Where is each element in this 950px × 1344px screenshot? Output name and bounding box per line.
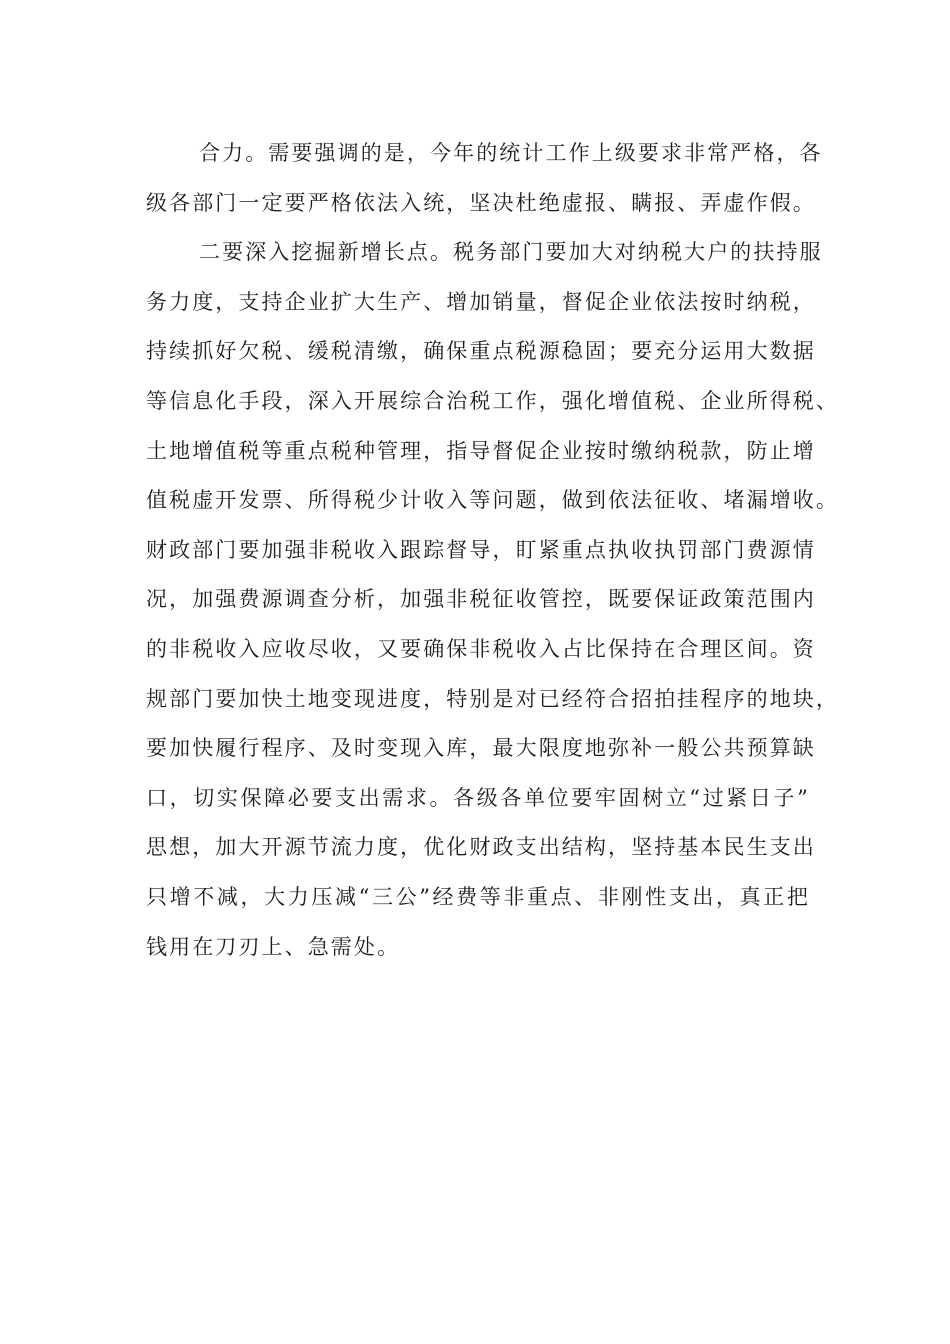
paragraph-2-line-10: 规部门要加快土地变现进度，特别是对已经符合招拍挂程序的地块， xyxy=(146,686,839,711)
paragraph-2-line-11: 要加快履行程序、及时变现入库，最大限度地弥补一般公共预算缺 xyxy=(146,736,816,761)
paragraph-2-line-4: 等信息化手段，深入开展综合治税工作，强化增值税、企业所得税、 xyxy=(146,388,839,413)
paragraph-2-line-14: 只增不减，大力压减“三公”经费等非重点、非刚性支出，真正把 xyxy=(146,884,810,909)
paragraph-1-line-2: 级各部门一定要严格依法入统，坚决杜绝虚报、瞒报、弄虚作假。 xyxy=(146,190,816,215)
paragraph-2-line-8: 况，加强费源调查分析，加强非税征收管控，既要保证政策范围内 xyxy=(146,587,816,612)
paragraph-2-line-13: 思想，加大开源节流力度，优化财政支出结构，坚持基本民生支出 xyxy=(146,835,816,860)
paragraph-2-line-7: 财政部门要加强非税收入跟踪督导，盯紧重点执收执罚部门费源情 xyxy=(146,537,816,562)
paragraph-2-line-1: 二要深入挖掘新增长点。税务部门要加大对纳税大户的扶持服 xyxy=(199,240,823,265)
paragraph-1-line-1: 合力。需要强调的是，今年的统计工作上级要求非常严格，各 xyxy=(199,141,823,165)
paragraph-2-line-15: 钱用在刀刃上、急需处。 xyxy=(146,934,401,959)
paragraph-2-line-3: 持续抓好欠税、缓税清缴，确保重点税源稳固；要充分运用大数据 xyxy=(146,339,816,364)
document-body xyxy=(146,132,839,975)
paragraph-2-line-2: 务力度，支持企业扩大生产、增加销量，督促企业依法按时纳税， xyxy=(146,289,816,314)
paragraph-2-line-5: 土地增值税等重点税种管理，指导督促企业按时缴纳税款，防止增 xyxy=(146,438,816,463)
paragraph-2-line-9: 的非税收入应收尽收，又要确保非税收入占比保持在合理区间。资 xyxy=(146,636,816,661)
paragraph-2-line-12: 口，切实保障必要支出需求。各级各单位要牢固树立“过紧日子” xyxy=(146,785,810,810)
paragraph-2-line-6: 值税虚开发票、所得税少计收入等问题，做到依法征收、堵漏增收。 xyxy=(146,488,839,513)
